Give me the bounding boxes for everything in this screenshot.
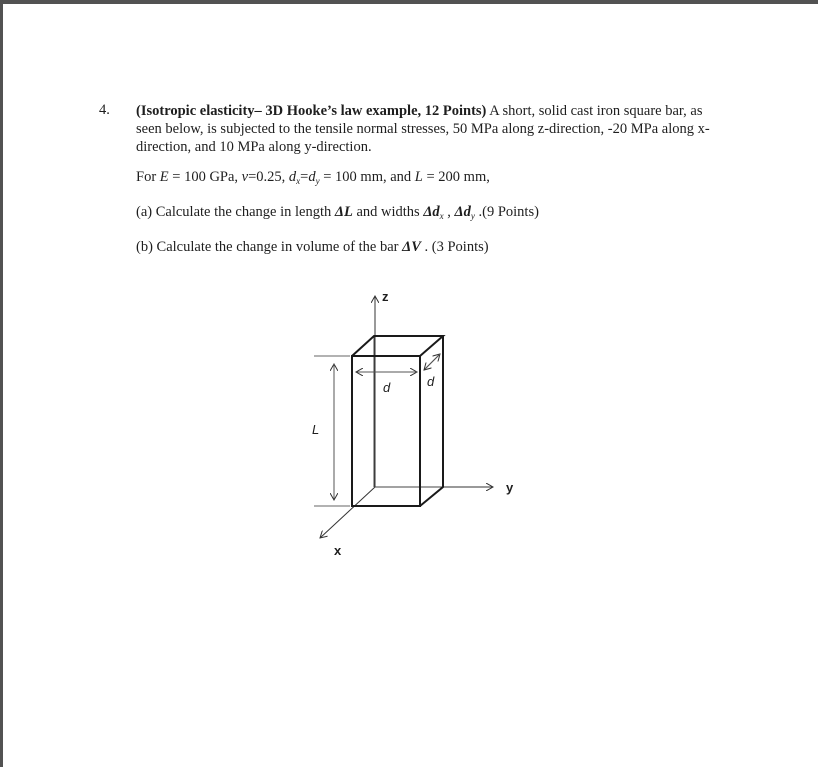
part-a-prefix: (a) Calculate the change in length bbox=[136, 204, 335, 220]
axis-label-x: x bbox=[334, 543, 342, 558]
axis-label-y: y bbox=[506, 480, 514, 495]
question-intro: A short, solid cast iron square bar, as seen below, is subjected to the tensile normal stresses, 50 MPa along z-direction, -20 MPa along x-direction, and 10 MPa along y-direction. bbox=[136, 103, 710, 155]
bar-back-edges bbox=[352, 336, 443, 487]
symbol-delta-dx: Δd bbox=[423, 204, 440, 220]
symbol-dy-sub: y bbox=[315, 176, 320, 186]
part-a-suffix: .(9 Points) bbox=[474, 204, 539, 220]
bar-outline bbox=[352, 336, 443, 506]
d-side-arrow-down bbox=[424, 354, 440, 370]
symbol-dy: d bbox=[308, 169, 316, 185]
value-L: = 200 mm, bbox=[422, 169, 490, 185]
x-axis-line bbox=[320, 487, 375, 538]
question-title: (Isotropic elasticity– 3D Hooke’s law example, 12 Points) bbox=[136, 103, 487, 119]
part-a-mid: and widths bbox=[352, 204, 424, 220]
part-b-suffix: . (3 Points) bbox=[420, 239, 489, 255]
value-E: = 100 GPa, bbox=[168, 169, 242, 185]
symbol-dx-sub: x bbox=[296, 176, 301, 186]
part-b-prefix: (b) Calculate the change in volume of the bar bbox=[136, 239, 403, 255]
question-number: 4. bbox=[99, 102, 110, 118]
symbol-delta-V: ΔV bbox=[402, 239, 421, 255]
axis-label-z: z bbox=[382, 289, 389, 304]
symbol-delta-L: ΔL bbox=[334, 204, 353, 220]
value-nu: =0.25, bbox=[248, 169, 289, 185]
label-L: L bbox=[312, 422, 320, 437]
part-a-comma: , bbox=[443, 204, 455, 220]
label-d-side: d bbox=[427, 374, 435, 389]
label-d-front: d bbox=[383, 380, 391, 395]
given-prefix: For bbox=[136, 169, 160, 185]
symbol-L: L bbox=[414, 169, 423, 185]
value-d: = 100 mm, and bbox=[319, 169, 415, 185]
symbol-delta-dy: Δd bbox=[454, 204, 471, 220]
symbol-E: E bbox=[159, 169, 169, 185]
symbol-nu: ν bbox=[241, 169, 249, 185]
symbol-delta-dx-sub: x bbox=[439, 211, 444, 221]
equals-sign: = bbox=[300, 169, 309, 185]
symbol-delta-dy-sub: y bbox=[470, 211, 475, 221]
symbol-dx: d bbox=[288, 169, 297, 185]
